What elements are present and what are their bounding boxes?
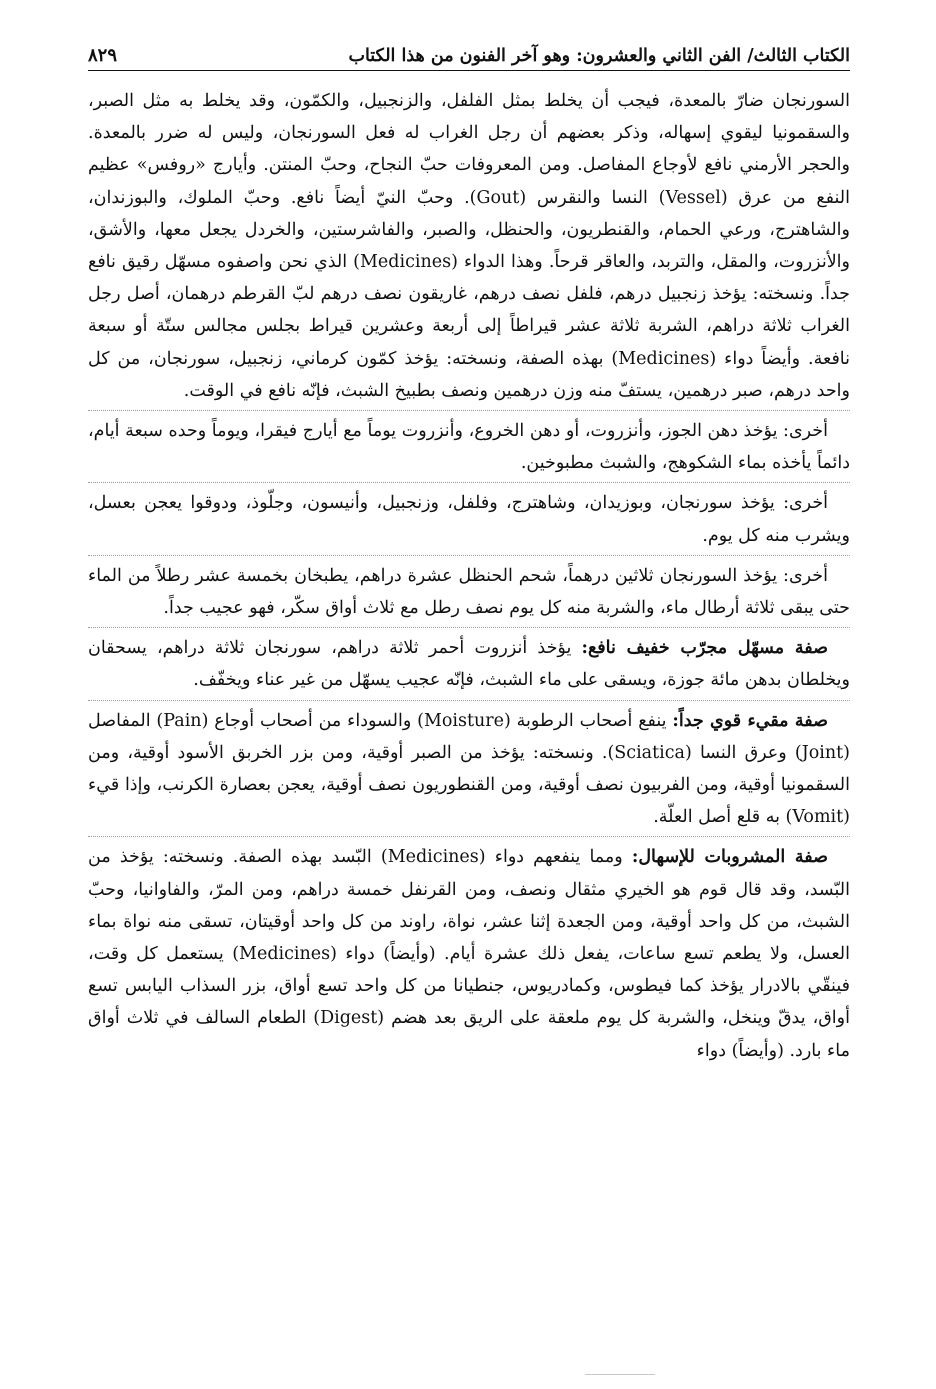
paragraph-text: ينفع أصحاب الرطوبة (Moisture) والسوداء من أصحاب أوجاع (Pain) المفاصل (Joint) وعرق النسا (Sciatica). ونسخته: يؤخذ من الصبر أوقية، ومن بزر الخربق الأسود أوقية، ومن السقمونيا أوقية، ومن الفربيون نصف أوقية، ومن القنطوريون نصف أوقية، يعجن بعصارة الكرنب، وإذا قيء (Vomit) به قلع أصل العلّة. (88, 710, 850, 828)
paragraph-laxative (88, 627, 850, 696)
paragraph-recipe-other-3 (88, 555, 850, 624)
paragraph-heading: صفة مقيء قوي جداً: (672, 710, 829, 731)
footer-mark (585, 1374, 655, 1375)
paragraph-heading: صفة المشروبات للإسهال: (631, 847, 828, 868)
paragraph-emetic (88, 700, 850, 834)
paragraph-intro (88, 85, 850, 407)
page-number: ٨٢٩ (88, 45, 118, 66)
paragraph-text: أخرى: يؤخذ سورنجان، وبوزيدان، وشاهترج، وفلفل، وزنجبيل، وأنيسون، وجلّوذ، ودوقوا يعجن بعسل، ويشرب منه كل يوم. (88, 493, 850, 546)
paragraph-recipe-other-1 (88, 410, 850, 479)
paragraph-heading: صفة مسهّل مجرّب خفيف نافع: (581, 638, 828, 659)
running-header (88, 30, 850, 66)
paragraph-text: أخرى: يؤخذ دهن الجوز، وأنزروت، أو دهن الخروع، وأنزروت يوماً مع أيارج فيقرا، ويوماً وحده سبعة أيام، دائماً يأخذه بماء الشكوهج، والشبث مطبوخين. (88, 421, 850, 474)
page (88, 30, 850, 1070)
paragraph-text: السورنجان ضارّ بالمعدة، فيجب أن يخلط بمثل الفلفل، والزنجبيل، والكمّون، وقد يخلط به مثل الصبر، والسقمونيا ليقوي إسهاله، وذكر بعضهم أن رجل الغراب له فعل السورنجان، وليس له ضرر بالمعدة. والحجر الأرمني نافع لأوجاع المفاصل. ومن المعروفات حبّ النجاح، وحبّ المنتن. وأيارج «روفس» عظيم النفع من عرق (Vessel) النسا والنقرس (Gout). وحبّ النيّ أيضاً نافع. وحبّ الملوك، والبوزندان، والشاهترج، ورعي الحمام، والقنطريون، والحنظل، والصبر، والفاشرستين، والخردل يجعل معها، والأشق، والأنزروت، والمقل، والتربد، والعاقر قرحاً. وهذا الدواء (Medicines) الذي نحن واصفوه مسهّل رقيق نافع جداً. ونسخته: يؤخذ زنجبيل درهم، فلفل نصف درهم، غاريقون نصف درهم لبّ القرطم درهمان، أصل رجل الغراب ثلاثة دراهم، الشربة ثلاثة عشر قيراطاً إلى أربعة وعشرين قيراط بجلس مجالس ستّة أو سبعة نافعة. وأيضاً دواء (Medicines) بهذه الصفة، ونسخته: يؤخذ كمّون كرماني، زنجبيل، سورنجان، من كل واحد درهم، صبر درهمين، يستفّ منه وزن درهمين ونصف بطبيخ الشبث، فإنّه نافع في الوقت. (88, 91, 851, 401)
paragraph-text: أخرى: يؤخذ السورنجان ثلاثين درهماً، شحم الحنظل عشرة دراهم، يطبخان بخمسة عشر رطلاً من الماء حتى يبقى ثلاثة أرطال ماء، والشربة منه كل يوم نصف رطل مع ثلاث أواق سكّر، فهو عجيب جداً. (88, 565, 850, 619)
header-rule (88, 70, 850, 71)
paragraph-text: ومما ينفعهم دواء (Medicines) البّسد بهذه الصفة. ونسخته: يؤخذ من البّسد، وقد قال قوم هو الخيري مثقال ونصف، ومن القرنفل خمسة دراهم، ومن المرّ، والفاوانيا، وحبّ الشبث، من كل واحد أوقية، ومن الجعدة إثنا عشر، نواة، راوند من كل واحد أوقيتان، تسقى منه نواة بماء العسل، ولا يطعم تسع ساعات، يفعل ذلك عشرة أيام. (وأيضاً) دواء (Medicines) يستعمل كل وقت، فينقّي بالادرار يؤخذ كما فيطوس، وكمادريوس، جنطيانا من كل واحد تسع أواق، بزر السذاب اليابس تسع أواق، يدقّ وينخل، والشربة كل يوم ملعقة على الريق بعد هضم (Digest) الطعام السالف في ثلاث أواق ماء بارد. (وأيضاً) دواء (88, 847, 850, 1061)
paragraph-recipe-other-2 (88, 482, 850, 551)
body-text (88, 85, 850, 1067)
paragraph-text: يؤخذ أنزروت أحمر ثلاثة دراهم، سورنجان ثلاثة دراهم، يسحقان ويخلطان بدهن مائة جوزة، ويسقى على ماء الشبث، فإنّه عجيب يسهّل من غير عناء ويخفّف. (88, 638, 850, 691)
paragraph-drinks (88, 836, 850, 1066)
header-title: الكتاب الثالث/ الفن الثاني والعشرون: وهو آخر الفنون من هذا الكتاب (348, 46, 850, 66)
